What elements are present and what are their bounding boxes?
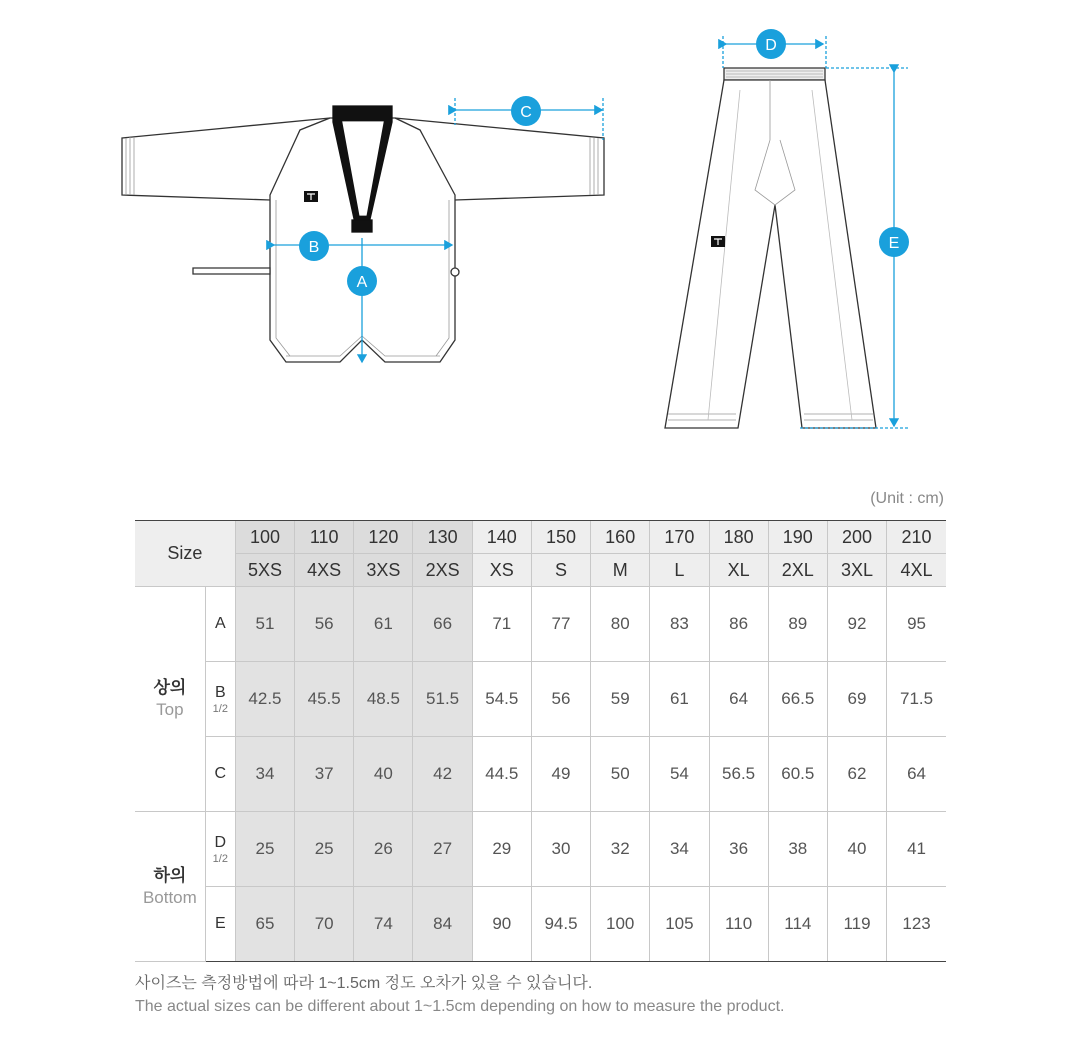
value-cell: 38 <box>768 812 827 887</box>
table-row <box>135 812 946 887</box>
svg-text:A: A <box>356 274 368 291</box>
measure-key-letter: E <box>214 915 226 932</box>
unit-label: (Unit : cm) <box>870 490 944 507</box>
label-a <box>347 266 377 296</box>
value-cell: 77 <box>531 587 590 662</box>
value-cell: 64 <box>887 737 946 812</box>
measure-key-letter: A <box>214 615 226 632</box>
value-cell: 94.5 <box>531 887 590 962</box>
value-cell: 65 <box>235 887 294 962</box>
value-cell: 54 <box>650 737 709 812</box>
header-row-letter <box>135 554 946 587</box>
measure-key <box>205 662 235 737</box>
measure-key-half: 1/2 <box>212 853 228 865</box>
table-row <box>135 737 946 812</box>
value-cell: 123 <box>887 887 946 962</box>
size-number-cell: 110 <box>295 521 354 554</box>
size-letter-cell: 5XS <box>235 554 294 587</box>
measure-key-letter: D <box>214 834 227 851</box>
size-letter-cell: 4XS <box>295 554 354 587</box>
measure-key-half: 1/2 <box>212 703 228 715</box>
value-cell: 56.5 <box>709 737 768 812</box>
value-cell: 56 <box>531 662 590 737</box>
value-cell: 27 <box>413 812 472 887</box>
value-cell: 37 <box>295 737 354 812</box>
dobok-pants-illustration <box>665 68 876 428</box>
size-header: Size <box>135 521 235 587</box>
size-number-cell: 160 <box>591 521 650 554</box>
value-cell: 70 <box>295 887 354 962</box>
svg-text:E: E <box>888 235 900 252</box>
value-cell: 62 <box>827 737 886 812</box>
size-table <box>135 520 946 962</box>
group-label-en: Bottom <box>142 887 197 907</box>
measure-key <box>205 587 235 662</box>
svg-text:B: B <box>308 239 320 256</box>
size-letter-cell: M <box>591 554 650 587</box>
note-english: The actual sizes can be different about 1~1.5cm depending on how to measure the product. <box>135 998 785 1015</box>
measure-key <box>205 737 235 812</box>
label-c <box>511 96 541 126</box>
size-letter-cell: 2XS <box>413 554 472 587</box>
value-cell: 80 <box>591 587 650 662</box>
measure-key <box>205 887 235 962</box>
value-cell: 42.5 <box>235 662 294 737</box>
size-letter-cell: 4XL <box>887 554 946 587</box>
value-cell: 114 <box>768 887 827 962</box>
value-cell: 44.5 <box>472 737 531 812</box>
group-label-ko: 상의 <box>153 678 187 697</box>
size-number-cell: 180 <box>709 521 768 554</box>
size-number-cell: 200 <box>827 521 886 554</box>
value-cell: 64 <box>709 662 768 737</box>
svg-text:D: D <box>765 37 777 54</box>
dobok-top-illustration <box>122 106 604 362</box>
measure-key-letter: C <box>214 765 227 782</box>
label-b <box>299 231 329 261</box>
value-cell: 54.5 <box>472 662 531 737</box>
value-cell: 60.5 <box>768 737 827 812</box>
value-cell: 110 <box>709 887 768 962</box>
size-letter-cell: 3XL <box>827 554 886 587</box>
value-cell: 26 <box>354 812 413 887</box>
value-cell: 74 <box>354 887 413 962</box>
value-cell: 71.5 <box>887 662 946 737</box>
group-label-en: Top <box>156 700 184 719</box>
value-cell: 83 <box>650 587 709 662</box>
value-cell: 25 <box>295 812 354 887</box>
value-cell: 100 <box>591 887 650 962</box>
value-cell: 34 <box>235 737 294 812</box>
value-cell: 40 <box>827 812 886 887</box>
value-cell: 25 <box>235 812 294 887</box>
size-number-cell: 120 <box>354 521 413 554</box>
value-cell: 45.5 <box>295 662 354 737</box>
note-korean: 사이즈는 측정방법에 따라 1~1.5cm 정도 오차가 있을 수 있습니다. <box>135 975 593 992</box>
size-number-cell: 210 <box>887 521 946 554</box>
svg-text:C: C <box>520 104 532 121</box>
value-cell: 29 <box>472 812 531 887</box>
label-e <box>879 227 909 257</box>
size-number-cell: 100 <box>235 521 294 554</box>
table-row <box>135 887 946 962</box>
value-cell: 56 <box>295 587 354 662</box>
value-cell: 66 <box>413 587 472 662</box>
value-cell: 50 <box>591 737 650 812</box>
group-label-top <box>135 587 205 812</box>
value-cell: 119 <box>827 887 886 962</box>
value-cell: 42 <box>413 737 472 812</box>
value-cell: 86 <box>709 587 768 662</box>
size-letter-cell: XS <box>472 554 531 587</box>
value-cell: 95 <box>887 587 946 662</box>
value-cell: 41 <box>887 812 946 887</box>
value-cell: 34 <box>650 812 709 887</box>
size-letter-cell: L <box>650 554 709 587</box>
header-row-numeric <box>135 521 946 554</box>
size-number-cell: 170 <box>650 521 709 554</box>
value-cell: 59 <box>591 662 650 737</box>
group-label-bottom <box>135 812 205 962</box>
table-row <box>135 587 946 662</box>
value-cell: 90 <box>472 887 531 962</box>
size-number-cell: 130 <box>413 521 472 554</box>
value-cell: 61 <box>650 662 709 737</box>
value-cell: 89 <box>768 587 827 662</box>
value-cell: 30 <box>531 812 590 887</box>
size-number-cell: 190 <box>768 521 827 554</box>
value-cell: 40 <box>354 737 413 812</box>
value-cell: 36 <box>709 812 768 887</box>
size-number-cell: 150 <box>531 521 590 554</box>
size-letter-cell: 2XL <box>768 554 827 587</box>
value-cell: 84 <box>413 887 472 962</box>
value-cell: 71 <box>472 587 531 662</box>
value-cell: 51 <box>235 587 294 662</box>
group-label-ko: 하의 <box>153 865 187 885</box>
value-cell: 69 <box>827 662 886 737</box>
size-letter-cell: S <box>531 554 590 587</box>
value-cell: 49 <box>531 737 590 812</box>
uniform-diagram <box>0 0 1080 470</box>
value-cell: 32 <box>591 812 650 887</box>
value-cell: 48.5 <box>354 662 413 737</box>
size-letter-cell: 3XS <box>354 554 413 587</box>
value-cell: 51.5 <box>413 662 472 737</box>
value-cell: 61 <box>354 587 413 662</box>
value-cell: 92 <box>827 587 886 662</box>
measure-key <box>205 812 235 887</box>
size-letter-cell: XL <box>709 554 768 587</box>
measure-key-letter: B <box>214 684 226 701</box>
value-cell: 105 <box>650 887 709 962</box>
value-cell: 66.5 <box>768 662 827 737</box>
size-number-cell: 140 <box>472 521 531 554</box>
label-d <box>756 29 786 59</box>
table-row <box>135 662 946 737</box>
